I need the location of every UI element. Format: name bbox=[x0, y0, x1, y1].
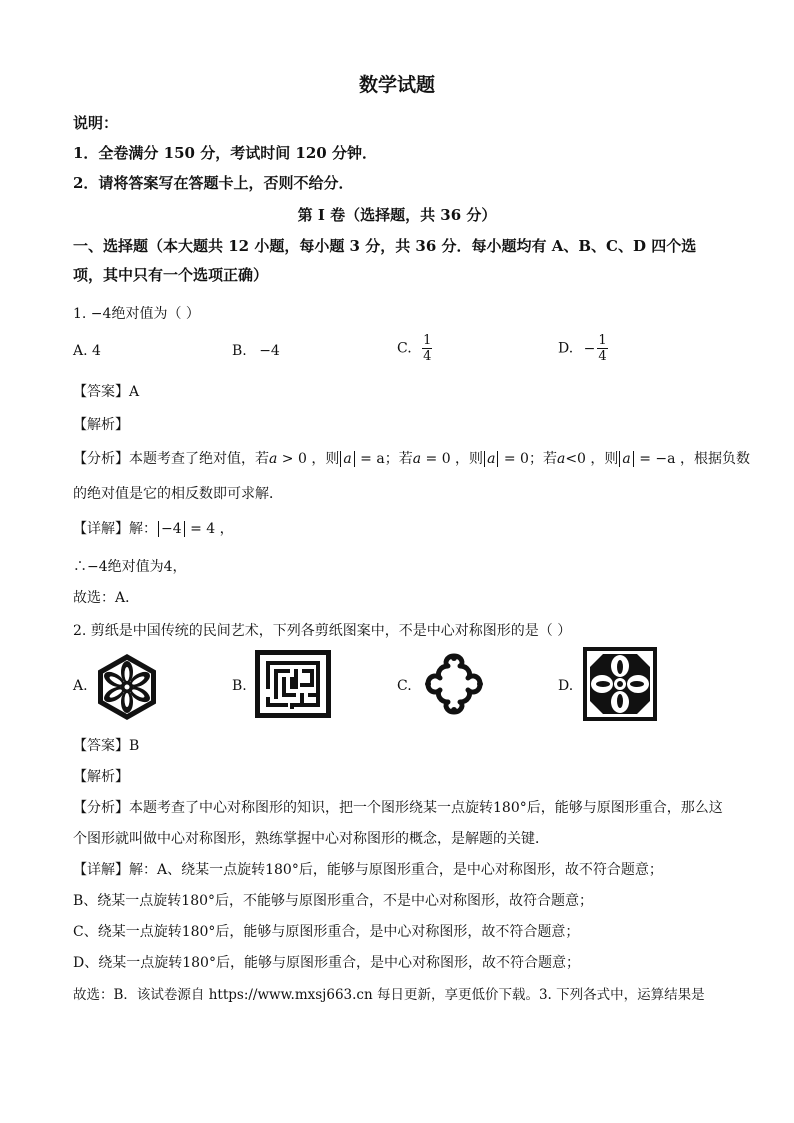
q1-analysis-label: 【解析】 bbox=[73, 417, 129, 433]
q1-option-c bbox=[397, 333, 432, 364]
rule-1: 1．全卷满分 150 分，考试时间 120 分钟． bbox=[73, 144, 377, 162]
fraction-numerator: 1 bbox=[423, 333, 432, 348]
fraction-denominator: 4 bbox=[423, 349, 432, 364]
var-a: a bbox=[556, 451, 566, 467]
text-run: = 0 ，则 bbox=[421, 451, 484, 467]
q1-option-b-value: −4 bbox=[259, 343, 280, 359]
q2-stem: 2. 剪纸是中国传统的民间艺术，下列各剪纸图案中，不是中心对称图形的是（ ） bbox=[73, 623, 572, 639]
q1-option-d bbox=[558, 333, 608, 364]
q2-analysis-line2: 个图形就叫做中心对称图形，熟练掌握中心对称图形的概念，是解题的关键． bbox=[73, 831, 549, 847]
q1-option-d-label: D. bbox=[558, 340, 574, 357]
q2-detail-line1: 【详解】解：A、绕某一点旋转180°后，能够与原图形重合，是中心对称图形，故不符合题意； bbox=[73, 862, 663, 878]
text-run: = 0；若 bbox=[499, 451, 557, 467]
q1-conclusion: ∴−4绝对值为4， bbox=[73, 559, 187, 575]
q2-answer: 【答案】B bbox=[73, 738, 140, 754]
q1-answer: 【答案】A bbox=[73, 384, 140, 400]
text-run: 【分析】本题考查了绝对值，若 bbox=[73, 451, 269, 467]
papercut-maze-square-figure bbox=[255, 650, 331, 718]
abs-a: a bbox=[340, 451, 354, 467]
intro-label: 说明： bbox=[73, 114, 119, 132]
q2-option-a-label: A. bbox=[73, 678, 88, 694]
abs-a: a bbox=[619, 451, 633, 467]
q2-analysis-label: 【解析】 bbox=[73, 769, 129, 785]
text-run: <0 ，则 bbox=[565, 451, 619, 467]
q2-detail-line2: B、绕某一点旋转180°后，不能够与原图形重合，不是中心对称图形，故符合题意； bbox=[73, 893, 594, 909]
var-a: a bbox=[269, 451, 278, 467]
q1-option-b-label: B. bbox=[232, 343, 247, 359]
part-heading-line1: 一、选择题（本大题共 12 小题，每小题 3 分，共 36 分．每小题均有 A、B、C、D 四个选 bbox=[73, 237, 697, 255]
papercut-floral-square-figure bbox=[583, 647, 657, 721]
q1-option-d-sign: − bbox=[583, 340, 596, 357]
q1-option-a: A. 4 bbox=[73, 343, 101, 359]
section-heading: 第 I 卷（选择题，共 36 分） bbox=[297, 206, 497, 224]
q1-option-b bbox=[232, 343, 280, 359]
abs-a: a bbox=[484, 451, 498, 467]
text-run: = −a ，根据负数 bbox=[634, 451, 750, 467]
part-heading-line2: 项，其中只有一个选项正确） bbox=[73, 266, 269, 284]
page-title: 数学试题 bbox=[358, 74, 435, 96]
text-run: 【详解】解： bbox=[73, 521, 157, 537]
q1-stem: 1. −4绝对值为（ ） bbox=[73, 306, 200, 322]
abs-value: −4 bbox=[158, 521, 185, 537]
q2-option-d-label: D. bbox=[558, 678, 574, 694]
q1-option-d-fraction bbox=[597, 333, 607, 364]
rule-2: 2．请将答案写在答题卡上，否则不给分． bbox=[73, 174, 354, 192]
fraction-numerator: 1 bbox=[598, 333, 607, 348]
text-run: = a；若 bbox=[355, 451, 413, 467]
q1-detail bbox=[73, 518, 234, 538]
q2-option-b-label: B. bbox=[232, 678, 247, 694]
q1-final: 故选：A． bbox=[73, 590, 140, 606]
q2-final-and-q3-start: 故选：B．该试卷源自 https://www.mxsj663.cn 每日更新，享更低价下载。3. 下列各式中，运算结果是 bbox=[73, 987, 705, 1003]
var-a: a bbox=[412, 451, 422, 467]
q1-analysis-line1 bbox=[73, 448, 750, 468]
q2-detail-line4: D、绕某一点旋转180°后，能够与原图形重合，是中心对称图形，故不符合题意； bbox=[73, 955, 580, 971]
papercut-cloud-ring-figure bbox=[418, 648, 490, 720]
q1-option-c-fraction bbox=[422, 333, 432, 364]
q2-option-c-label: C. bbox=[397, 678, 412, 694]
q2-analysis-line1: 【分析】本题考查了中心对称图形的知识，把一个图形绕某一点旋转180°后，能够与原图形重合，那么这 bbox=[73, 800, 723, 816]
text-run: > 0 ，则 bbox=[277, 451, 340, 467]
q2-detail-line3: C、绕某一点旋转180°后，能够与原图形重合，是中心对称图形，故不符合题意； bbox=[73, 924, 580, 940]
fraction-denominator: 4 bbox=[598, 349, 607, 364]
papercut-hexagon-flower-figure bbox=[92, 652, 162, 722]
text-run: = 4 ， bbox=[185, 521, 234, 537]
q1-analysis-line2: 的绝对值是它的相反数即可求解． bbox=[73, 486, 283, 502]
q1-option-c-label: C. bbox=[397, 340, 412, 357]
